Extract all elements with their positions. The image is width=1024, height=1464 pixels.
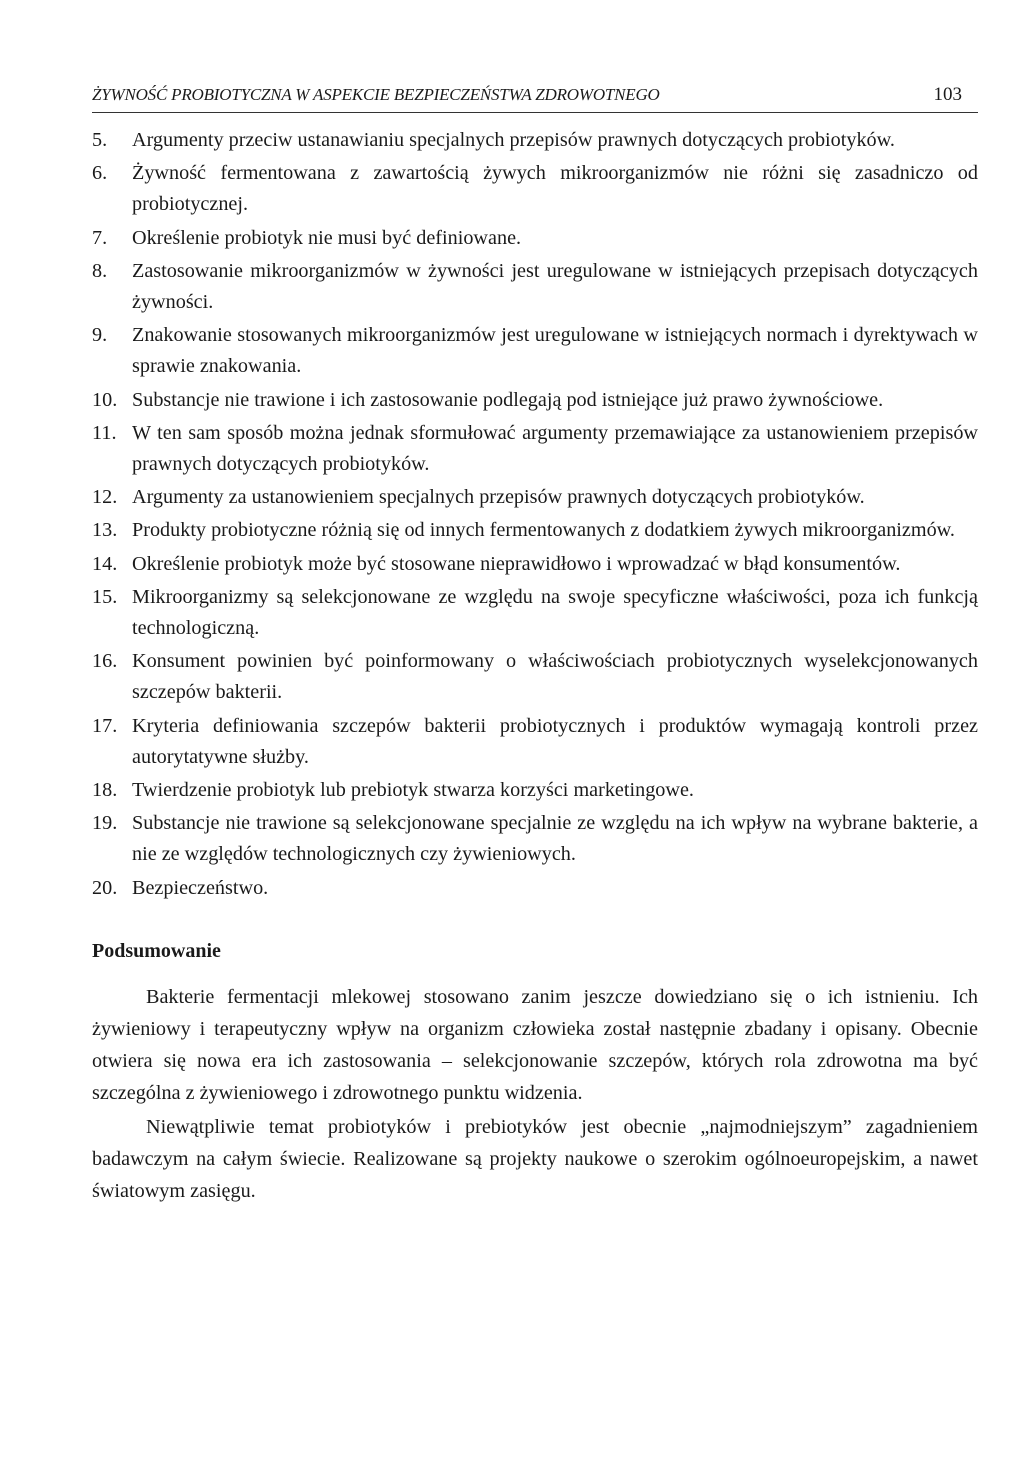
list-item	[92, 711, 978, 773]
list-item-number: 19.	[92, 812, 118, 835]
summary-paragraph: Bakterie fermentacji mlekowej stosowano zanim jeszcze dowiedziano się o ich istnieniu. Ich żywieniowy i terapeutyczny wpływ na organizm człowieka został następnie zbadany i opisany. Obecnie otwiera się nowa era ich zastosowania – selekcjonowanie szczepów, których rola zdrowotna ma być szczególna z żywieniowego i zdrowotnego punktu widzenia.	[92, 985, 978, 1104]
list-item-text: Argumenty za ustanowieniem specjalnych przepisów prawnych dotyczących probiotyków.	[132, 486, 865, 509]
list-item	[92, 808, 978, 870]
list-item-text: Określenie probiotyk może być stosowane nieprawidłowo i wprowadzać w błąd konsumentów.	[132, 552, 901, 575]
list-item-number: 16.	[92, 650, 118, 673]
document-page	[92, 84, 978, 1209]
list-item-text: Kryteria definiowania szczepów bakterii probiotycznych i produktów wymagają kontroli przez autorytatywne służby.	[132, 714, 978, 768]
list-item-number: 15.	[92, 585, 118, 608]
list-item-number: 6.	[92, 162, 108, 185]
list-item-number: 12.	[92, 486, 118, 509]
list-item-number: 8.	[92, 259, 108, 282]
list-item-number: 9.	[92, 324, 108, 347]
list-item	[92, 158, 978, 220]
list-item-number: 11.	[92, 421, 117, 444]
running-header	[92, 84, 978, 113]
list-item	[92, 320, 978, 382]
list-item	[92, 418, 978, 480]
list-item-number: 14.	[92, 552, 118, 575]
list-item-number: 5.	[92, 129, 108, 151]
list-item	[92, 549, 978, 580]
list-item	[92, 256, 978, 318]
list-item	[92, 582, 978, 644]
list-item-number: 18.	[92, 779, 118, 802]
list-item-text: Konsument powinien być poinformowany o właściwościach probiotycznych wyselekcjonowanych szczepów bakterii.	[132, 650, 978, 704]
section-heading: Podsumowanie	[92, 939, 221, 962]
list-item-number: 17.	[92, 714, 118, 737]
list-item-text: Argumenty przeciw ustanawianiu specjalnych przepisów prawnych dotyczących probiotyków.	[132, 129, 895, 151]
list-item	[92, 482, 978, 513]
list-item	[92, 223, 978, 254]
list-item	[92, 515, 978, 546]
running-title: ŻYWNOŚĆ PROBIOTYCZNA W ASPEKCIE BEZPIECZEŃSTWA ZDROWOTNEGO	[92, 85, 660, 104]
list-item	[92, 775, 978, 806]
list-item-number: 20.	[92, 876, 118, 899]
list-item-text: W ten sam sposób można jednak sformułować argumenty przemawiające za ustanowieniem przepisów prawnych dotyczących probiotyków.	[132, 421, 978, 476]
arguments-list	[92, 125, 978, 904]
list-item-text: Substancje nie trawione i ich zastosowanie podlegają pod istniejące już prawo żywnościowe.	[132, 388, 884, 411]
list-item-number: 7.	[92, 226, 108, 249]
list-item-text: Produkty probiotyczne różnią się od innych fermentowanych z dodatkiem żywych mikroorganizmów.	[132, 519, 955, 542]
list-item	[92, 646, 978, 708]
list-item	[92, 125, 978, 156]
list-item-number: 10.	[92, 388, 118, 411]
list-item-text: Zastosowanie mikroorganizmów w żywności jest uregulowane w istniejących przepisach dotyczących żywności.	[132, 259, 978, 314]
list-item-text: Substancje nie trawione są selekcjonowane specjalnie ze względu na ich wpływ na wybrane bakterie, a nie ze względów technologicznych czy żywieniowych.	[132, 812, 978, 866]
list-item	[92, 873, 978, 904]
page-number: 103	[933, 84, 962, 105]
list-item-text: Mikroorganizmy są selekcjonowane ze względu na swoje specyficzne właściwości, poza ich funkcją technologiczną.	[132, 585, 978, 640]
list-item	[92, 385, 978, 416]
list-item-number: 13.	[92, 519, 118, 542]
list-item-text: Twierdzenie probiotyk lub prebiotyk stwarza korzyści marketingowe.	[132, 779, 694, 802]
list-item-text: Bezpieczeństwo.	[132, 876, 269, 899]
list-item-text: Znakowanie stosowanych mikroorganizmów jest uregulowane w istniejących normach i dyrektywach w sprawie znakowania.	[132, 324, 978, 378]
list-item-text: Określenie probiotyk nie musi być definiowane.	[132, 226, 522, 249]
list-item-text: Żywność fermentowana z zawartością żywych mikroorganizmów nie różni się zasadniczo od probiotycznej.	[132, 162, 978, 216]
summary-paragraph: Niewątpliwie temat probiotyków i prebiotyków jest obecnie „najmodniejszym” zagadnieniem badawczym na całym świecie. Realizowane są projekty naukowe o szerokim ogólnoeuropejskim, a nawet światowym zasięgu.	[92, 1115, 978, 1202]
